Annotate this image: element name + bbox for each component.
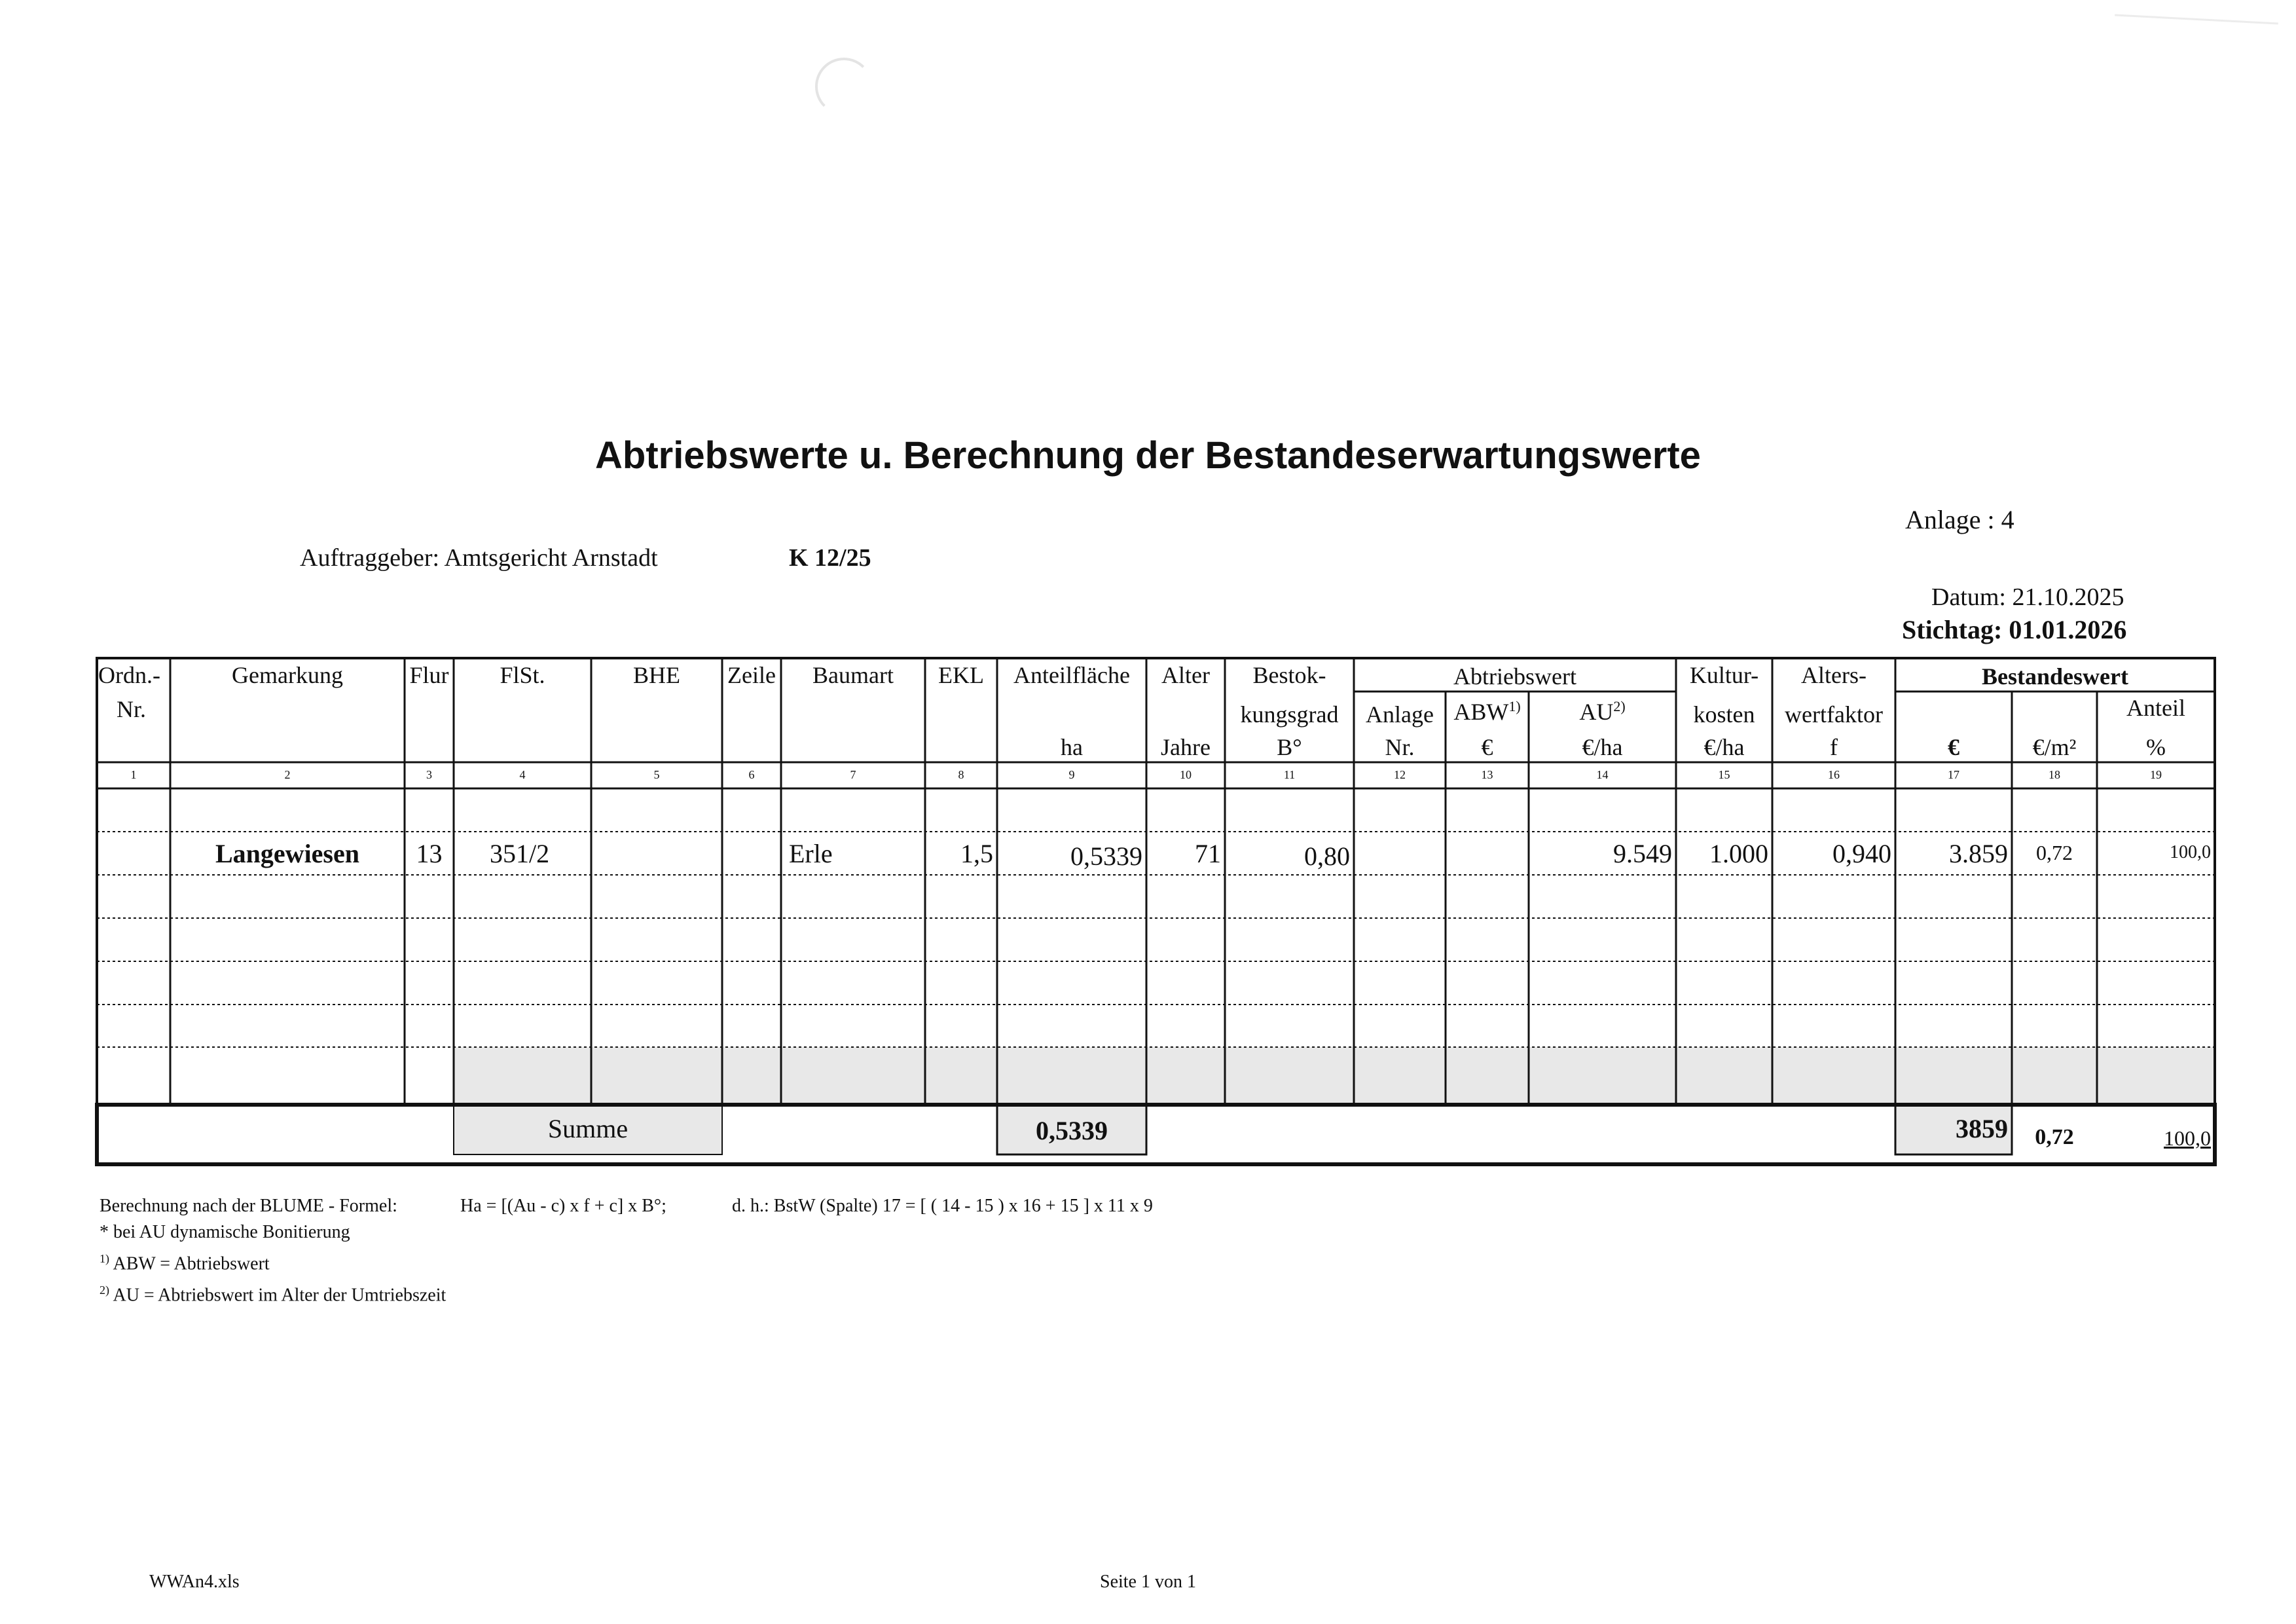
header-anteilflaeche-unit: ha: [1061, 734, 1083, 760]
header-alters-3: f: [1830, 734, 1838, 760]
header-flst: FlSt.: [500, 662, 545, 688]
file-name: WWAn4.xls: [149, 1572, 240, 1592]
formula-label: Berechnung nach der BLUME - Formel:: [100, 1196, 397, 1216]
column-number: 7: [850, 768, 856, 781]
column-number: 10: [1180, 768, 1192, 781]
cell-alterswertfaktor: 0,940: [1832, 839, 1891, 868]
header-ekl: EKL: [938, 662, 984, 688]
header-alters-1: Alters-: [1801, 662, 1867, 688]
header-abw: [1446, 698, 1529, 726]
header-baumart: Baumart: [812, 662, 894, 688]
cell-flst: 351/2: [490, 839, 550, 868]
client-value: Amtsgericht Arnstadt: [444, 544, 658, 572]
cell-alter: 71: [1195, 839, 1221, 868]
header-kultur-3: €/ha: [1704, 734, 1745, 760]
cell-bw-eurm2: 0,72: [2036, 841, 2073, 864]
header-ordn: Ordn.-: [98, 662, 160, 688]
column-number: 6: [748, 768, 755, 781]
cell-anteilflaeche: 0,5339: [1070, 841, 1142, 871]
column-number: 13: [1481, 768, 1493, 781]
footnote-dynamic: * bei AU dynamische Bonitierung: [100, 1222, 350, 1242]
column-number: 18: [2049, 768, 2060, 781]
column-number: 2: [284, 768, 291, 781]
cell-kulturkosten: 1.000: [1709, 839, 1768, 868]
summe-bw-eur: 3859: [1956, 1114, 2008, 1143]
header-ordn-nr: Nr.: [117, 696, 146, 722]
header-au-label: AU: [1579, 699, 1614, 725]
cell-anteil: 100,0: [2170, 842, 2211, 862]
column-number: 9: [1068, 768, 1075, 781]
header-alter: Alter: [1161, 662, 1210, 688]
date-label: Datum:: [1931, 583, 2006, 611]
header-zeile: Zeile: [727, 662, 776, 688]
formula-explanation: d. h.: BstW (Spalte) 17 = [ ( 14 - 15 ) x 16 + 15 ] x 11 x 9: [732, 1196, 1153, 1216]
footnote-2-text: AU = Abtriebswert im Alter der Umtriebszeit: [113, 1285, 446, 1306]
cell-baumart: Erle: [789, 839, 833, 868]
header-abw-label: ABW: [1453, 699, 1509, 725]
column-number: 14: [1596, 768, 1609, 781]
header-abw-unit: €: [1481, 734, 1493, 760]
formula: Ha = [(Au - c) x f + c] x B°;: [460, 1196, 666, 1216]
date-value: 21.10.2025: [2012, 583, 2124, 611]
header-bhe: BHE: [633, 662, 680, 688]
footnote-2-sup: 2): [100, 1283, 109, 1297]
column-number: 17: [1948, 768, 1959, 781]
header-kultur-1: Kultur-: [1689, 662, 1759, 688]
summe-label: Summe: [547, 1114, 629, 1143]
header-kultur-2: kosten: [1693, 701, 1755, 728]
column-number: 3: [426, 768, 432, 781]
header-anteil: Anteil: [2126, 695, 2185, 721]
client-label: Auftraggeber:: [300, 544, 440, 572]
page-title: Abtriebswerte u. Berechnung der Bestandeserwartungswerte: [595, 434, 1701, 477]
summe-anteil: 100,0: [2164, 1126, 2211, 1150]
page-number: Seite 1 von 1: [1100, 1572, 1196, 1592]
cell-gemarkung: Langewiesen: [215, 839, 359, 868]
footnote-1-text: ABW = Abtriebswert: [113, 1253, 270, 1274]
header-au-sup: 2): [1613, 698, 1626, 714]
footnote-1: [100, 1252, 270, 1274]
header-bw-eurm2: €/m²: [2032, 734, 2077, 760]
header-bestandeswert: Bestandeswert: [1982, 663, 2128, 690]
column-number: 8: [958, 768, 964, 781]
cell-flur: 13: [416, 839, 443, 868]
header-alter-unit: Jahre: [1161, 734, 1211, 760]
summe-anteilflaeche: 0,5339: [1036, 1116, 1108, 1145]
header-anlage-2: Nr.: [1385, 734, 1415, 760]
header-abw-sup: 1): [1508, 698, 1521, 714]
header-flur: Flur: [409, 662, 449, 688]
column-number: 5: [653, 768, 660, 781]
column-number: 4: [519, 768, 526, 781]
footnote-2: [100, 1283, 446, 1306]
footnote-1-sup: 1): [100, 1252, 109, 1265]
column-number: 11: [1283, 768, 1296, 781]
annex-number: Anlage : 4: [1905, 505, 2014, 534]
header-anlage-1: Anlage: [1366, 701, 1434, 728]
cell-au: 9.549: [1613, 839, 1672, 868]
cell-bestockungsgrad: 0,80: [1304, 841, 1350, 871]
header-bestok-3: B°: [1277, 734, 1302, 760]
header-anteil-unit: %: [2146, 734, 2166, 760]
column-number: 1: [130, 768, 137, 781]
summe-bw-eurm2: 0,72: [2035, 1125, 2074, 1149]
header-bestok-2: kungsgrad: [1240, 701, 1339, 728]
key-date-label: Stichtag:: [1902, 615, 2003, 644]
header-abtriebswert: Abtriebswert: [1453, 663, 1576, 690]
cell-ekl: 1,5: [960, 839, 993, 868]
header-au-unit: €/ha: [1582, 734, 1623, 760]
cell-bw-eur: 3.859: [1949, 839, 2008, 868]
header-bestok-1: Bestok-: [1252, 662, 1326, 688]
header-bw-eur: €: [1948, 734, 1959, 760]
header-au: [1529, 698, 1676, 726]
header-gemarkung: Gemarkung: [232, 662, 343, 688]
column-number: 19: [2150, 768, 2162, 781]
header-anteilflaeche: Anteilfläche: [1013, 662, 1130, 688]
column-number: 15: [1718, 768, 1730, 781]
header-alters-2: wertfaktor: [1785, 701, 1883, 728]
column-number: 12: [1394, 768, 1406, 781]
column-number: 16: [1828, 768, 1840, 781]
key-date-value: 01.01.2026: [2009, 615, 2127, 644]
case-reference: K 12/25: [789, 544, 871, 572]
